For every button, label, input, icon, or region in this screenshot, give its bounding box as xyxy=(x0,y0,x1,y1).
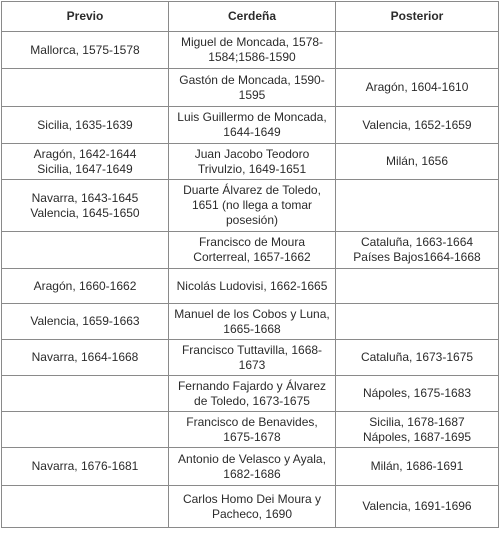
table-row xyxy=(2,69,499,107)
table-row xyxy=(2,180,499,232)
cell-previo: Aragón, 1642-1644 Sicilia, 1647-1649 xyxy=(2,144,169,180)
header-cerdena: Cerdeña xyxy=(169,2,336,32)
viceroy-table xyxy=(1,1,499,528)
cell-posterior: Valencia, 1691-1696 xyxy=(336,486,499,528)
cell-cerdena: Juan Jacobo Teodoro Trivulzio, 1649-1651 xyxy=(169,144,336,180)
cell-posterior xyxy=(336,180,499,232)
table-row xyxy=(2,144,499,180)
cell-previo: Sicilia, 1635-1639 xyxy=(2,107,169,144)
cell-posterior: Milán, 1656 xyxy=(336,144,499,180)
cell-previo: Aragón, 1660-1662 xyxy=(2,269,169,304)
cell-posterior: Aragón, 1604-1610 xyxy=(336,69,499,107)
cell-cerdena: Francisco de Moura Corterreal, 1657-1662 xyxy=(169,232,336,269)
cell-cerdena: Fernando Fajardo y Álvarez de Toledo, 1673-1675 xyxy=(169,376,336,412)
table-row xyxy=(2,232,499,269)
cell-previo: Navarra, 1676-1681 xyxy=(2,448,169,486)
cell-previo: Navarra, 1643-1645 Valencia, 1645-1650 xyxy=(2,180,169,232)
cell-posterior: Sicilia, 1678-1687 Nápoles, 1687-1695 xyxy=(336,412,499,448)
cell-previo: Mallorca, 1575-1578 xyxy=(2,32,169,69)
table-row xyxy=(2,32,499,69)
cell-cerdena: Francisco Tuttavilla, 1668-1673 xyxy=(169,340,336,376)
cell-cerdena: Nicolás Ludovisi, 1662-1665 xyxy=(169,269,336,304)
cell-posterior: Cataluña, 1673-1675 xyxy=(336,340,499,376)
cell-cerdena: Carlos Homo Dei Moura y Pacheco, 1690 xyxy=(169,486,336,528)
cell-previo: Navarra, 1664-1668 xyxy=(2,340,169,376)
cell-cerdena: Manuel de los Cobos y Luna, 1665-1668 xyxy=(169,304,336,340)
cell-previo: Valencia, 1659-1663 xyxy=(2,304,169,340)
table-row xyxy=(2,269,499,304)
cell-previo xyxy=(2,69,169,107)
cell-cerdena: Gastón de Moncada, 1590-1595 xyxy=(169,69,336,107)
table-row xyxy=(2,340,499,376)
header-previo: Previo xyxy=(2,2,169,32)
table-row xyxy=(2,376,499,412)
table-row xyxy=(2,486,499,528)
cell-previo xyxy=(2,232,169,269)
header-row xyxy=(2,2,499,32)
table-row xyxy=(2,412,499,448)
cell-posterior: Milán, 1686-1691 xyxy=(336,448,499,486)
cell-posterior: Nápoles, 1675-1683 xyxy=(336,376,499,412)
table-row xyxy=(2,107,499,144)
table-row xyxy=(2,304,499,340)
cell-cerdena: Francisco de Benavides, 1675-1678 xyxy=(169,412,336,448)
header-posterior: Posterior xyxy=(336,2,499,32)
cell-cerdena: Duarte Álvarez de Toledo, 1651 (no llega a tomar posesión) xyxy=(169,180,336,232)
cell-previo xyxy=(2,486,169,528)
cell-posterior: Valencia, 1652-1659 xyxy=(336,107,499,144)
cell-posterior xyxy=(336,304,499,340)
cell-cerdena: Luis Guillermo de Moncada, 1644-1649 xyxy=(169,107,336,144)
cell-posterior xyxy=(336,32,499,69)
cell-posterior xyxy=(336,269,499,304)
cell-cerdena: Miguel de Moncada, 1578-1584;1586-1590 xyxy=(169,32,336,69)
cell-previo xyxy=(2,412,169,448)
cell-posterior: Cataluña, 1663-1664 Países Bajos1664-1668 xyxy=(336,232,499,269)
cell-previo xyxy=(2,376,169,412)
cell-cerdena: Antonio de Velasco y Ayala, 1682-1686 xyxy=(169,448,336,486)
table-row xyxy=(2,448,499,486)
